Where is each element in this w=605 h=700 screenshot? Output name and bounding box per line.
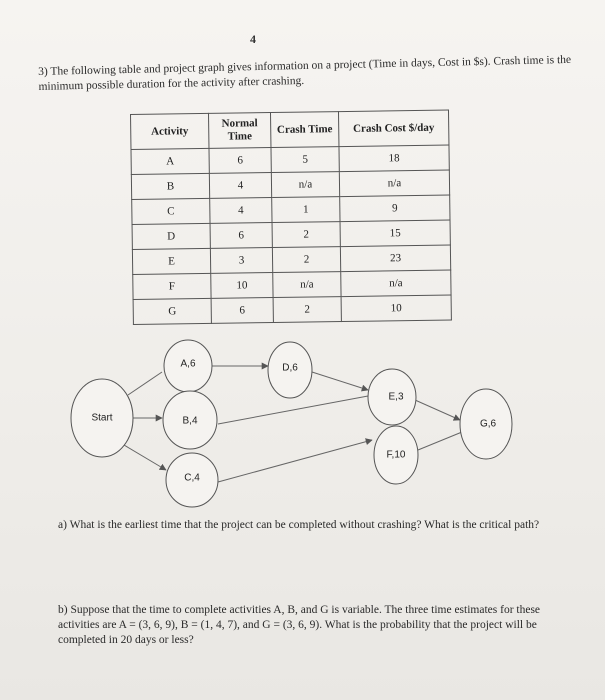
header-activity: Activity — [131, 113, 209, 149]
table-cell: n/a — [273, 272, 341, 298]
table-cell: 10 — [341, 295, 451, 322]
node-a-label: A,6 — [180, 358, 196, 370]
table-cell: 9 — [340, 195, 450, 222]
table-cell: 2 — [272, 247, 340, 273]
question-b-text: b) Suppose that the time to complete activities A, B, and G is variable. The three time estimates for these activities are A = (3, 6, 9), B = (1, 4, 7), and G = (3, 6, 9). What is the probability that the project will be completed in 20 days or less? — [58, 604, 541, 646]
table-cell: 6 — [211, 298, 273, 324]
table-cell: E — [132, 248, 210, 274]
node-b-label: B,4 — [182, 415, 198, 427]
question-3-text: 3) The following table and project graph gives information on a project (Time in days, Cost in $s). Crash time is the minimum possible duration for the activity after crashing. — [38, 53, 572, 93]
table-cell: B — [131, 173, 209, 199]
edge-e-g — [415, 400, 460, 420]
edge-d-e — [312, 372, 368, 390]
table-cell: 1 — [272, 197, 340, 223]
edge-start-c — [124, 445, 166, 470]
table-cell: 23 — [340, 245, 450, 272]
question-a-text: a) What is the earliest time that the project can be completed without crashing? What is the critical path? — [58, 519, 540, 531]
table-cell: 5 — [271, 147, 339, 173]
node-f-label: F,10 — [386, 449, 406, 461]
table-cell: 4 — [210, 198, 272, 224]
table-cell: n/a — [339, 170, 449, 197]
table-cell: 15 — [340, 220, 450, 247]
table-cell: n/a — [271, 172, 339, 198]
table-cell: 2 — [272, 222, 340, 248]
edge-f-g — [418, 432, 462, 450]
table-cell: D — [132, 223, 210, 249]
table-cell: 6 — [210, 223, 272, 249]
table-cell: A — [131, 148, 209, 174]
table-cell: 10 — [211, 273, 273, 299]
edge-b-e — [218, 396, 368, 424]
node-start-label: Start — [91, 412, 113, 424]
header-normal-time: Normal Time — [208, 113, 270, 149]
table-cell: F — [133, 273, 211, 299]
node-d-label: D,6 — [282, 362, 298, 374]
edge-start-a — [128, 372, 162, 395]
node-e-label: E,3 — [388, 391, 404, 403]
header-crash-time: Crash Time — [270, 112, 338, 148]
edge-c-f — [218, 440, 372, 482]
table-cell: 6 — [209, 148, 271, 174]
table-cell: n/a — [341, 270, 451, 297]
table-cell: 18 — [339, 145, 449, 172]
table-cell: G — [133, 298, 211, 324]
header-crash-cost: Crash Cost $/day — [338, 110, 448, 147]
node-g-label: G,6 — [479, 418, 497, 430]
table-cell: 3 — [210, 248, 272, 274]
table-cell: C — [132, 198, 210, 224]
node-c-label: C,4 — [184, 472, 200, 484]
table-cell: 2 — [273, 297, 341, 323]
table-cell: 4 — [209, 173, 271, 199]
handwritten-mark: 4 — [250, 32, 256, 46]
